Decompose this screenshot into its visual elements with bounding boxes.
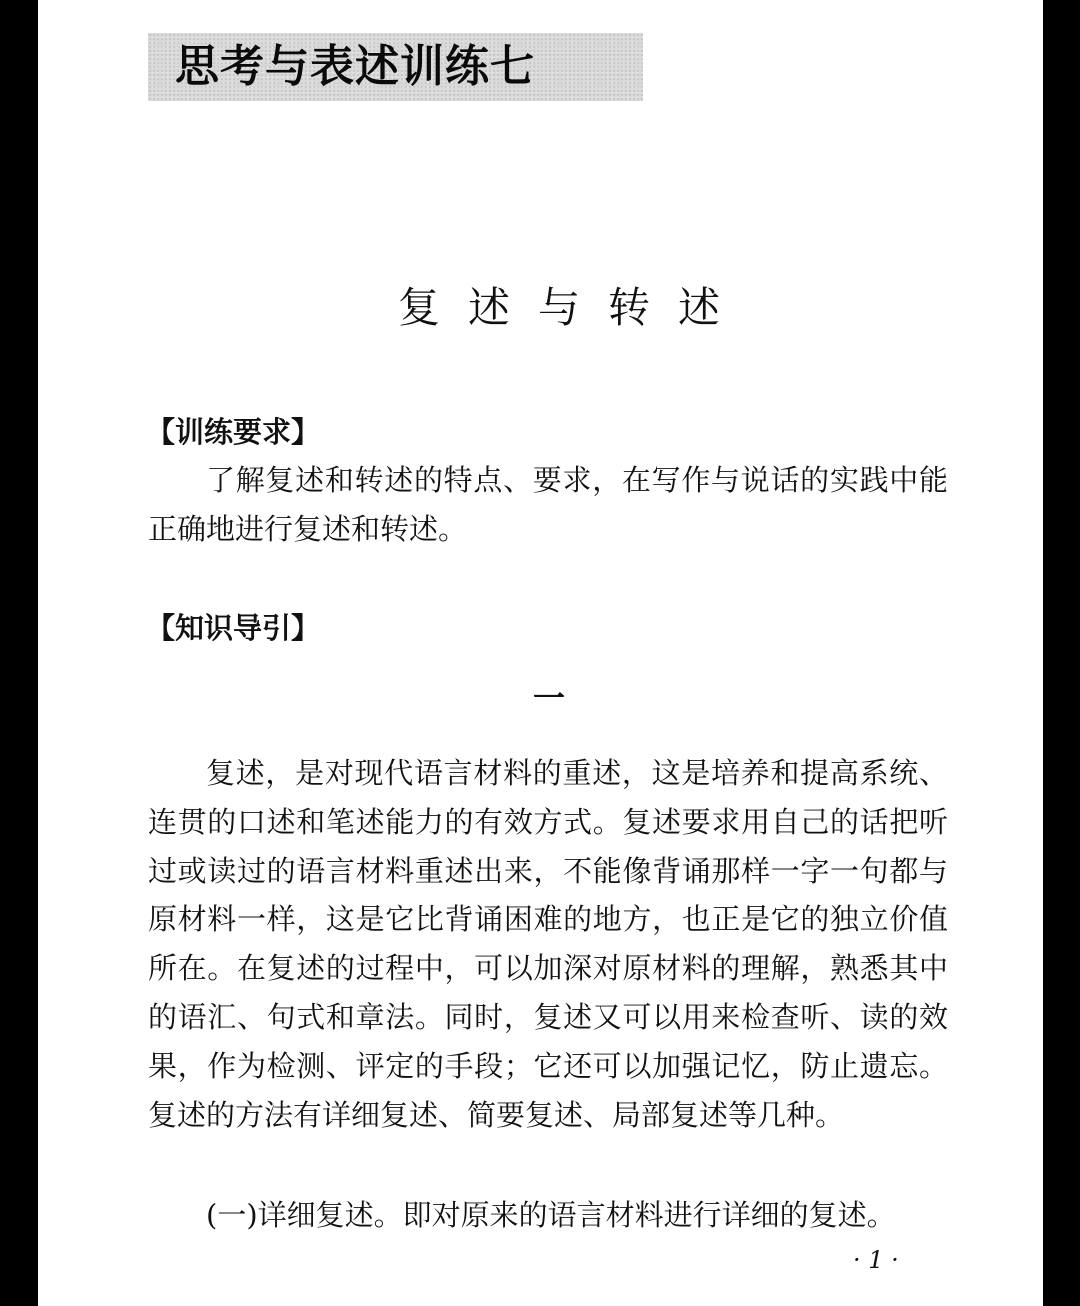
guide-paragraph-1: 复述，是对现代语言材料的重述，这是培养和提高系统、连贯的口述和笔述能力的有效方式。复述要求用自己的话把听过或读过的语言材料重述出来，不能像背诵那样一字一句都与原材料一样，这是它比背诵困难的地方，也正是它的独立价值所在。在复述的过程中，可以加深对原材料的理解，熟悉其中的语汇、句式和章法。同时，复述又可以用来检查听、读的效果，作为检测、评定的手段；它还可以加强记忆，防止遗忘。复述的方法有详细复述、简要复述、局部复述等几种。 [148,756,948,1132]
guide-paragraph-2: (一)详细复述。即对原来的语言材料进行详细的复述。 [206,1198,896,1232]
guide-heading: 【知识导引】 [146,611,321,645]
requirements-heading: 【训练要求】 [146,415,321,449]
page-number: · 1 · [853,1246,899,1274]
section-numeral: 一 [533,679,566,717]
document-page [38,0,1043,1306]
requirements-paragraph: 了解复述和转述的特点、要求，在写作与说话的实践中能正确地进行复述和转述。 [148,463,948,546]
lesson-title: 复述与转述 [398,283,749,332]
chapter-header-title: 思考与表述训练七 [175,41,535,92]
